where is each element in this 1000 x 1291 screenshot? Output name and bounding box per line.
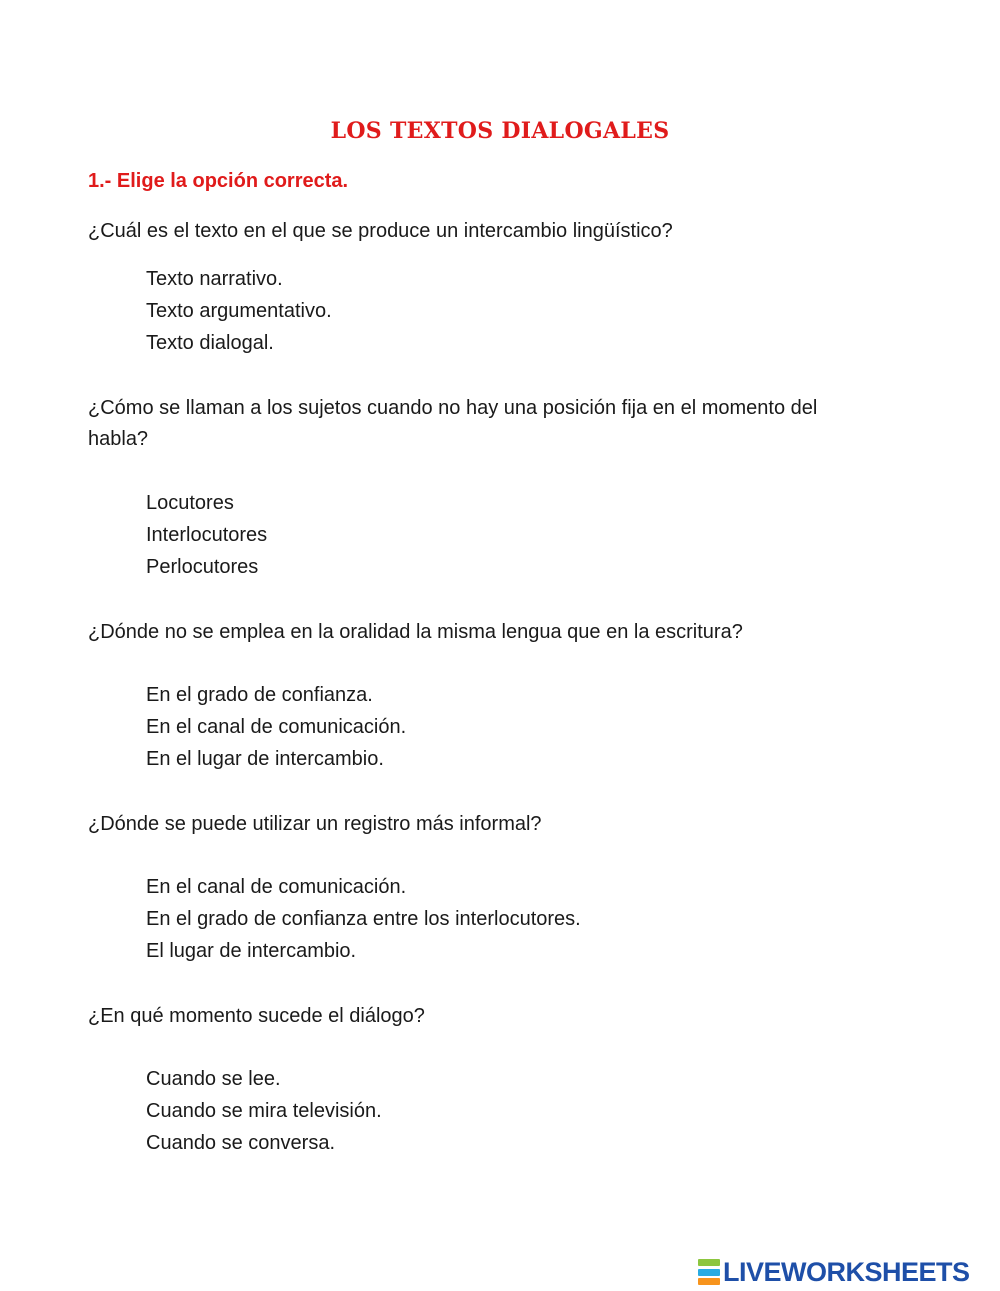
question-3-option-3[interactable]: En el lugar de intercambio. bbox=[146, 748, 384, 770]
question-4-option-1[interactable]: En el canal de comunicación. bbox=[146, 876, 407, 898]
question-2: ¿Cómo se llaman a los sujetos cuando no hay una posición fija en el momento del habla? bbox=[88, 397, 818, 450]
question-5: ¿En qué momento sucede el diálogo? bbox=[88, 1005, 425, 1027]
question-2-option-1[interactable]: Locutores bbox=[146, 492, 234, 514]
question-4: ¿Dónde se puede utilizar un registro más informal? bbox=[88, 813, 542, 835]
question-2-option-2[interactable]: Interlocutores bbox=[146, 524, 268, 546]
question-4-option-3[interactable]: El lugar de intercambio. bbox=[146, 940, 357, 962]
liveworksheets-brand[interactable] bbox=[698, 1256, 970, 1288]
question-5-option-3[interactable]: Cuando se conversa. bbox=[146, 1132, 336, 1154]
question-1-option-3[interactable]: Texto dialogal. bbox=[146, 332, 274, 354]
question-1-option-2[interactable]: Texto argumentativo. bbox=[146, 300, 332, 322]
question-1-option-1[interactable]: Texto narrativo. bbox=[146, 268, 283, 290]
question-5-option-1[interactable]: Cuando se lee. bbox=[146, 1068, 281, 1090]
liveworksheets-logo-icon bbox=[698, 1259, 720, 1285]
brand-name: LIVEWORKSHEETS bbox=[723, 1256, 970, 1287]
page-title: LOS TEXTOS DIALOGALES bbox=[330, 118, 670, 144]
question-3: ¿Dónde no se emplea en la oralidad la misma lengua que en la escritura? bbox=[88, 621, 743, 643]
question-3-option-1[interactable]: En el grado de confianza. bbox=[146, 684, 373, 706]
question-5-option-2[interactable]: Cuando se mira televisión. bbox=[146, 1100, 382, 1122]
question-3-option-2[interactable]: En el canal de comunicación. bbox=[146, 716, 407, 738]
question-1: ¿Cuál es el texto en el que se produce un intercambio lingüístico? bbox=[88, 220, 673, 242]
section-heading: 1.- Elige la opción correcta. bbox=[88, 170, 349, 192]
question-2-option-3[interactable]: Perlocutores bbox=[146, 556, 259, 578]
question-4-option-2[interactable]: En el grado de confianza entre los interlocutores. bbox=[146, 908, 581, 930]
